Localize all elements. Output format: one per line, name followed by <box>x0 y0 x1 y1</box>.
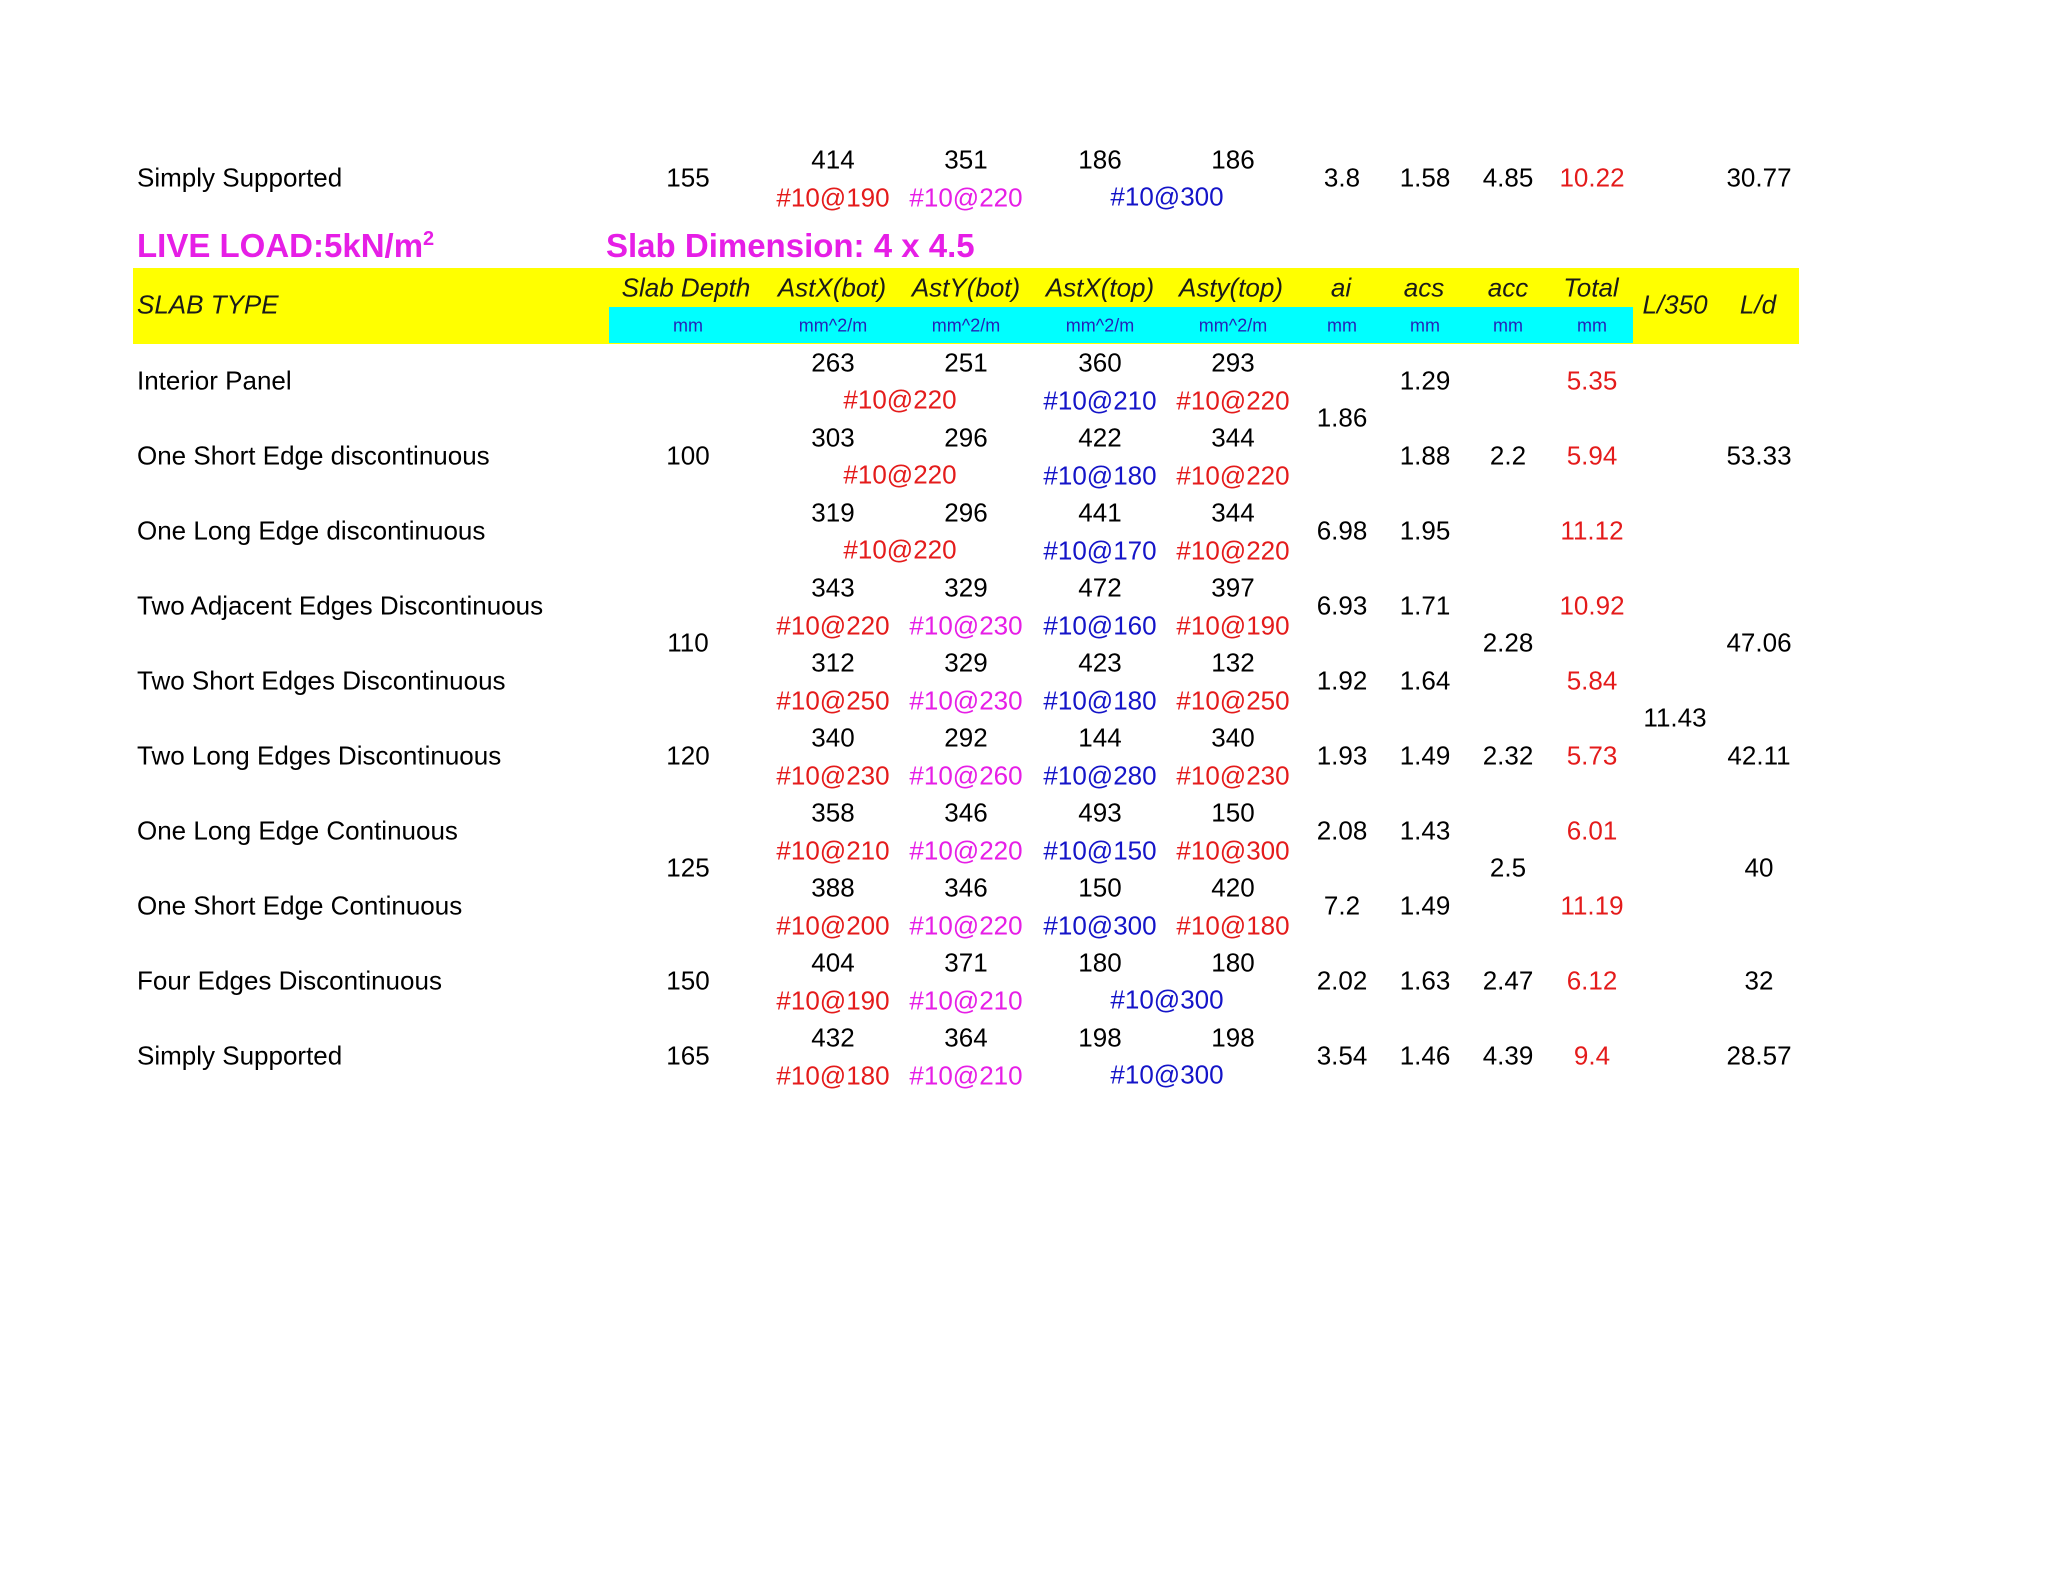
row-ai: 2.08 <box>1316 815 1368 846</box>
unit-acc: mm <box>1493 315 1523 336</box>
row-bar-y-top: #10@300 <box>1176 835 1290 866</box>
row-astx-top: 198 <box>1078 1022 1122 1053</box>
row-ai: 3.54 <box>1316 1040 1368 1071</box>
row-ai: 6.98 <box>1316 515 1368 546</box>
unit-astx-bot: mm^2/m <box>798 315 868 336</box>
row-bar-top: #10@300 <box>1110 1059 1224 1090</box>
merged-acc-cell: 2.5 <box>1489 852 1527 883</box>
row-bar-x-top: #10@160 <box>1043 610 1157 641</box>
header-total: Total <box>1563 272 1619 303</box>
header-ld: L/d <box>1739 289 1777 320</box>
row-asty-bot: 329 <box>944 647 988 678</box>
unit-asty-bot: mm^2/m <box>931 315 1001 336</box>
top-row-ai: 3.8 <box>1323 162 1361 193</box>
row-astx-top: 472 <box>1078 572 1122 603</box>
row-astx-top: 360 <box>1078 347 1122 378</box>
unit-acs: mm <box>1410 315 1440 336</box>
row-bar-x-bot: #10@180 <box>776 1060 890 1091</box>
row-asty-top: 397 <box>1211 572 1255 603</box>
row-asty-top: 344 <box>1211 422 1255 453</box>
row-bar-bot: #10@220 <box>843 384 957 415</box>
row-bar-y-bot: #10@210 <box>909 985 1023 1016</box>
row-acs: 1.95 <box>1399 515 1451 546</box>
row-acs: 1.46 <box>1399 1040 1451 1071</box>
row-total: 5.73 <box>1566 740 1618 771</box>
row-astx-top: 423 <box>1078 647 1122 678</box>
header-ai: ai <box>1330 272 1352 303</box>
row-bar-y-top: #10@180 <box>1176 910 1290 941</box>
row-asty-bot: 329 <box>944 572 988 603</box>
row-acs: 1.64 <box>1399 665 1451 696</box>
row-asty-bot: 346 <box>944 797 988 828</box>
row-depth: 120 <box>666 740 710 771</box>
top-row-acs: 1.58 <box>1399 162 1451 193</box>
row-bar-y-top: #10@190 <box>1176 610 1290 641</box>
merged-acc-cell: 2.28 <box>1482 627 1534 658</box>
unit-astx-top: mm^2/m <box>1065 315 1135 336</box>
row-asty-top: 420 <box>1211 872 1255 903</box>
row-total: 5.35 <box>1566 365 1618 396</box>
row-astx-bot: 388 <box>811 872 855 903</box>
merged-ld-cell: 47.06 <box>1726 627 1792 658</box>
row-astx-bot: 432 <box>811 1022 855 1053</box>
row-bar-y-bot: #10@210 <box>909 1060 1023 1091</box>
row-total: 5.94 <box>1566 440 1618 471</box>
row-asty-top: 180 <box>1211 947 1255 978</box>
row-bar-x-bot: #10@210 <box>776 835 890 866</box>
top-row-bar-y-bot: #10@220 <box>909 182 1023 213</box>
row-bar-x-bot: #10@250 <box>776 685 890 716</box>
row-asty-bot: 296 <box>944 497 988 528</box>
row-depth: 150 <box>666 965 710 996</box>
row-acc: 2.32 <box>1482 740 1534 771</box>
row-bar-x-top: #10@180 <box>1043 460 1157 491</box>
unit-slab-depth: mm <box>673 315 703 336</box>
row-bar-y-bot: #10@220 <box>909 910 1023 941</box>
row-ai: 1.92 <box>1316 665 1368 696</box>
row-bar-x-bot: #10@200 <box>776 910 890 941</box>
row-asty-bot: 346 <box>944 872 988 903</box>
row-slab-type: Two Long Edges Discontinuous <box>137 740 502 771</box>
merged-ai-cell: 1.86 <box>1316 402 1368 433</box>
row-acs: 1.43 <box>1399 815 1451 846</box>
row-total: 11.12 <box>1560 515 1624 546</box>
live-load-text: LIVE LOAD:5kN/m <box>137 227 424 264</box>
row-astx-top: 441 <box>1078 497 1122 528</box>
header-l350: L/350 <box>1642 289 1708 320</box>
row-astx-bot: 340 <box>811 722 855 753</box>
row-asty-top: 198 <box>1211 1022 1255 1053</box>
row-bar-x-top: #10@170 <box>1043 535 1157 566</box>
top-row-bar-x-bot: #10@190 <box>776 182 890 213</box>
row-ld: 28.57 <box>1726 1040 1792 1071</box>
row-acc: 2.47 <box>1482 965 1534 996</box>
row-ld: 32 <box>1744 965 1774 996</box>
row-slab-type: One Long Edge discontinuous <box>137 515 486 546</box>
row-slab-type: Interior Panel <box>137 365 292 396</box>
row-total: 9.4 <box>1573 1040 1611 1071</box>
row-bar-x-bot: #10@220 <box>776 610 890 641</box>
row-slab-type: One Short Edge discontinuous <box>137 440 490 471</box>
row-bar-bot: #10@220 <box>843 459 957 490</box>
top-row-bar-top: #10@300 <box>1110 181 1224 212</box>
row-astx-top: 422 <box>1078 422 1122 453</box>
row-bar-x-top: #10@300 <box>1043 910 1157 941</box>
row-astx-bot: 358 <box>811 797 855 828</box>
row-bar-y-bot: #10@220 <box>909 835 1023 866</box>
top-row-asty-bot: 351 <box>944 144 988 175</box>
top-row-astx-bot: 414 <box>811 144 855 175</box>
top-row-slab-type: Simply Supported <box>137 162 343 193</box>
top-row-astx-top: 186 <box>1078 144 1122 175</box>
row-asty-top: 344 <box>1211 497 1255 528</box>
row-bar-y-top: #10@220 <box>1176 535 1290 566</box>
live-load-superscript: 2 <box>423 228 435 250</box>
row-acs: 1.63 <box>1399 965 1451 996</box>
row-slab-type: Simply Supported <box>137 1040 343 1071</box>
top-row-depth: 155 <box>666 162 710 193</box>
row-bar-x-top: #10@180 <box>1043 685 1157 716</box>
merged-depth-cell: 100 <box>666 440 710 471</box>
row-acs: 1.49 <box>1399 740 1451 771</box>
row-slab-type: One Short Edge Continuous <box>137 890 463 921</box>
merged-l350-cell: 11.43 <box>1643 702 1707 733</box>
row-asty-bot: 251 <box>944 347 988 378</box>
row-bar-y-top: #10@230 <box>1176 760 1290 791</box>
row-ai: 6.93 <box>1316 590 1368 621</box>
merged-ld-cell: 53.33 <box>1726 440 1792 471</box>
row-ai: 7.2 <box>1323 890 1361 921</box>
unit-asty-top: mm^2/m <box>1198 315 1268 336</box>
slab-dimension-title: Slab Dimension: 4 x 4.5 <box>606 227 975 264</box>
row-astx-top: 150 <box>1078 872 1122 903</box>
merged-acc-cell: 2.2 <box>1489 440 1527 471</box>
row-astx-bot: 312 <box>811 647 855 678</box>
row-bar-x-top: #10@280 <box>1043 760 1157 791</box>
header-slab-type: SLAB TYPE <box>137 289 279 320</box>
row-ai: 1.93 <box>1316 740 1368 771</box>
row-asty-bot: 364 <box>944 1022 988 1053</box>
row-astx-bot: 303 <box>811 422 855 453</box>
row-asty-bot: 296 <box>944 422 988 453</box>
live-load-title <box>137 227 434 265</box>
row-bar-top: #10@300 <box>1110 984 1224 1015</box>
unit-ai: mm <box>1327 315 1357 336</box>
header-acs: acs <box>1403 272 1445 303</box>
row-bar-bot: #10@220 <box>843 534 957 565</box>
row-depth: 165 <box>666 1040 710 1071</box>
row-bar-x-bot: #10@230 <box>776 760 890 791</box>
row-asty-top: 132 <box>1211 647 1255 678</box>
row-astx-bot: 343 <box>811 572 855 603</box>
header-astx-top: AstX(top) <box>1045 272 1155 303</box>
unit-total: mm <box>1577 315 1607 336</box>
row-bar-y-bot: #10@260 <box>909 760 1023 791</box>
row-total: 11.19 <box>1560 890 1624 921</box>
row-astx-top: 180 <box>1078 947 1122 978</box>
row-bar-x-top: #10@150 <box>1043 835 1157 866</box>
row-total: 10.92 <box>1559 590 1625 621</box>
merged-ld-cell: 40 <box>1744 852 1774 883</box>
top-row-asty-top: 186 <box>1211 144 1255 175</box>
merged-depth-cell: 110 <box>667 627 709 658</box>
row-ai: 2.02 <box>1316 965 1368 996</box>
row-ld: 42.11 <box>1727 740 1791 771</box>
row-bar-x-top: #10@210 <box>1043 385 1157 416</box>
row-slab-type: Two Adjacent Edges Discontinuous <box>137 590 544 621</box>
row-asty-top: 293 <box>1211 347 1255 378</box>
row-asty-top: 340 <box>1211 722 1255 753</box>
row-slab-type: Two Short Edges Discontinuous <box>137 665 506 696</box>
row-total: 6.12 <box>1566 965 1618 996</box>
row-bar-y-top: #10@220 <box>1176 460 1290 491</box>
row-astx-bot: 404 <box>811 947 855 978</box>
row-acs: 1.88 <box>1399 440 1451 471</box>
row-bar-y-bot: #10@230 <box>909 685 1023 716</box>
row-acs: 1.71 <box>1399 590 1451 621</box>
header-astx-bot: AstX(bot) <box>777 272 887 303</box>
row-astx-top: 493 <box>1078 797 1122 828</box>
top-row-ld: 30.77 <box>1726 162 1792 193</box>
row-astx-bot: 263 <box>811 347 855 378</box>
row-total: 5.84 <box>1566 665 1618 696</box>
row-acs: 1.29 <box>1399 365 1451 396</box>
row-astx-top: 144 <box>1078 722 1122 753</box>
header-asty-top: Asty(top) <box>1178 272 1284 303</box>
row-bar-y-top: #10@250 <box>1176 685 1290 716</box>
header-acc: acc <box>1487 272 1529 303</box>
row-total: 6.01 <box>1566 815 1618 846</box>
row-bar-x-bot: #10@190 <box>776 985 890 1016</box>
row-slab-type: Four Edges Discontinuous <box>137 965 442 996</box>
row-acc: 4.39 <box>1482 1040 1534 1071</box>
top-row-total: 10.22 <box>1559 162 1625 193</box>
row-asty-bot: 371 <box>944 947 988 978</box>
row-acs: 1.49 <box>1399 890 1451 921</box>
row-asty-top: 150 <box>1211 797 1255 828</box>
row-bar-y-bot: #10@230 <box>909 610 1023 641</box>
row-slab-type: One Long Edge Continuous <box>137 815 458 846</box>
header-asty-bot: AstY(bot) <box>911 272 1021 303</box>
top-row-acc: 4.85 <box>1482 162 1534 193</box>
row-asty-bot: 292 <box>944 722 988 753</box>
row-astx-bot: 319 <box>811 497 855 528</box>
merged-depth-cell: 125 <box>666 852 710 883</box>
row-bar-y-top: #10@220 <box>1176 385 1290 416</box>
header-slab-depth: Slab Depth <box>621 272 751 303</box>
